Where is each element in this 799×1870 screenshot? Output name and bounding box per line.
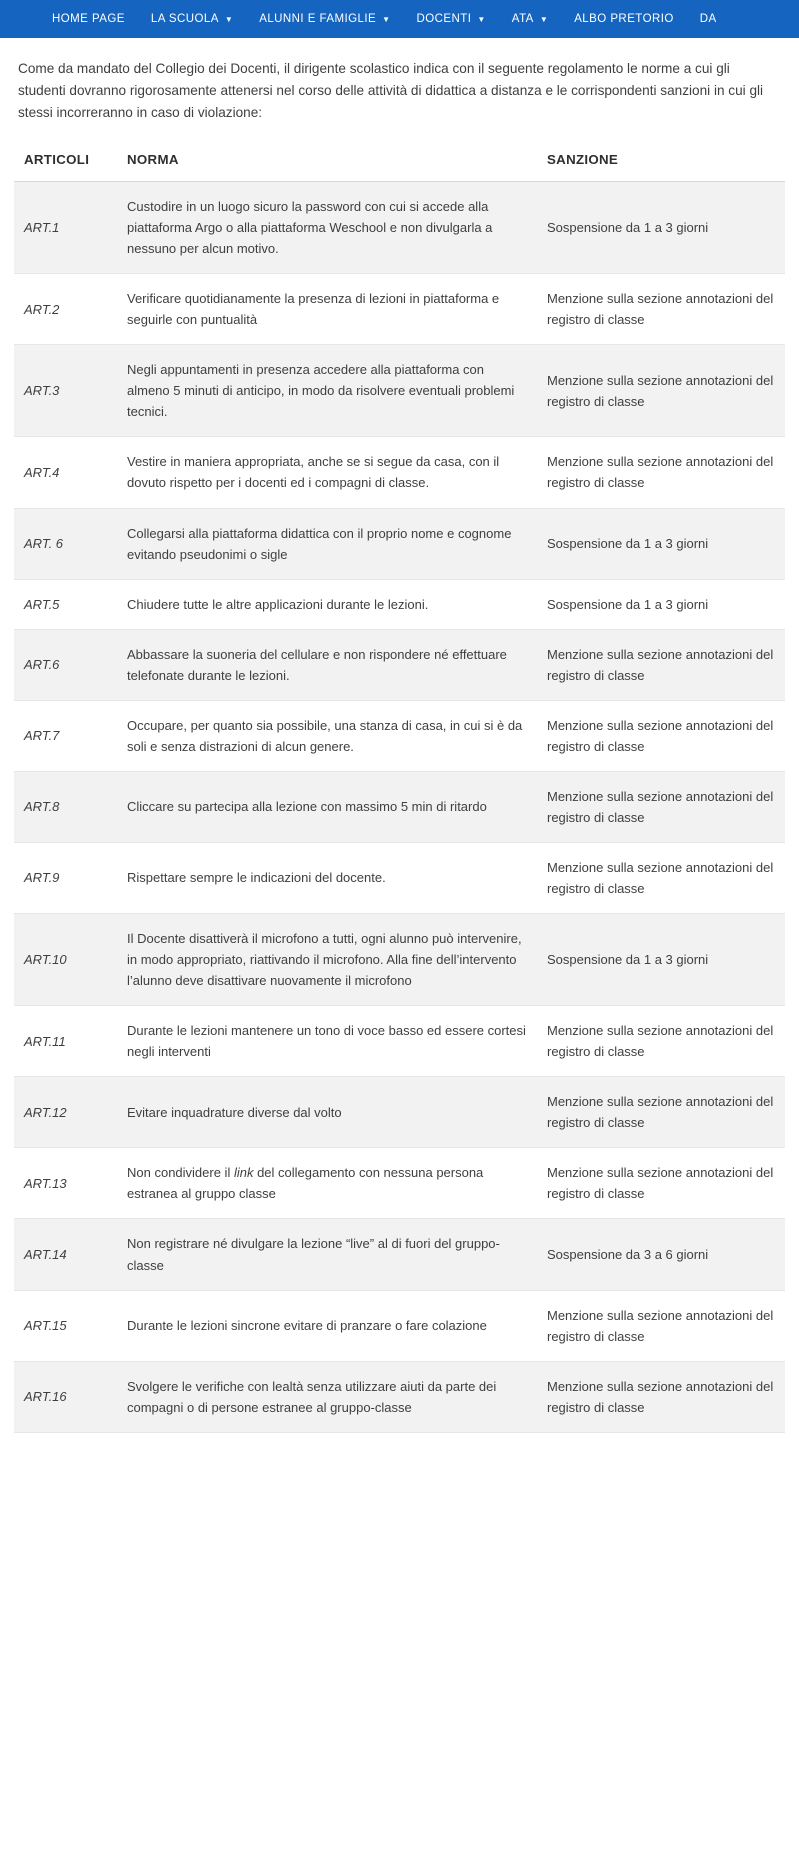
cell-articolo: ART.8 [14, 771, 117, 842]
cell-sanzione: Menzione sulla sezione annotazioni del registro di classe [537, 345, 785, 437]
cell-sanzione: Sospensione da 1 a 3 giorni [537, 914, 785, 1006]
nav-item-label: HOME PAGE [52, 13, 125, 25]
cell-articolo: ART.13 [14, 1148, 117, 1219]
cell-norma: Evitare inquadrature diverse dal volto [117, 1077, 537, 1148]
nav-item-da[interactable] [700, 13, 717, 25]
table-row [14, 1148, 785, 1219]
cell-norma: Chiudere tutte le altre applicazioni durante le lezioni. [117, 579, 537, 629]
cell-sanzione: Sospensione da 1 a 3 giorni [537, 182, 785, 274]
nav-item-la-scuola[interactable] [151, 13, 233, 25]
cell-norma: Occupare, per quanto sia possibile, una stanza di casa, in cui si è da soli e senza distrazioni di alcun genere. [117, 700, 537, 771]
nav-item-label: DOCENTI [416, 13, 472, 25]
cell-norma: Cliccare su partecipa alla lezione con massimo 5 min di ritardo [117, 771, 537, 842]
cell-norma: Non condividere il link del collegamento con nessuna persona estranea al gruppo classe [117, 1148, 537, 1219]
cell-articolo: ART.14 [14, 1219, 117, 1290]
chevron-down-icon: ▼ [382, 15, 391, 24]
table-row [14, 579, 785, 629]
cell-articolo: ART.6 [14, 629, 117, 700]
cell-articolo: ART.5 [14, 579, 117, 629]
table-row [14, 345, 785, 437]
cell-sanzione: Menzione sulla sezione annotazioni del registro di classe [537, 629, 785, 700]
cell-articolo: ART.11 [14, 1006, 117, 1077]
table-row [14, 1006, 785, 1077]
table-row [14, 1290, 785, 1361]
cell-norma: Verificare quotidianamente la presenza di lezioni in piattaforma e seguirle con puntualità [117, 274, 537, 345]
cell-sanzione: Sospensione da 1 a 3 giorni [537, 508, 785, 579]
column-header-norma: NORMA [117, 140, 537, 182]
nav-item-label: ATA [511, 13, 534, 25]
cell-norma: Custodire in un luogo sicuro la password con cui si accede alla piattaforma Argo o alla piattaforma Weschool e non divulgarla a nessuno per alcun motivo. [117, 182, 537, 274]
table-row [14, 914, 785, 1006]
table-body [14, 182, 785, 1433]
column-header-sanzione: SANZIONE [537, 140, 785, 182]
chevron-down-icon: ▼ [224, 15, 234, 24]
table-header-row [14, 140, 785, 182]
cell-articolo: ART.9 [14, 842, 117, 913]
cell-articolo: ART.10 [14, 914, 117, 1006]
cell-articolo: ART.3 [14, 345, 117, 437]
rules-table [14, 140, 785, 1433]
cell-sanzione: Menzione sulla sezione annotazioni del registro di classe [537, 1077, 785, 1148]
nav-item-docenti[interactable] [417, 13, 486, 25]
cell-sanzione: Sospensione da 3 a 6 giorni [537, 1219, 785, 1290]
cell-articolo: ART.7 [14, 700, 117, 771]
intro-paragraph: Come da mandato del Collegio dei Docenti, il dirigente scolastico indica con il seguente regolamento le norme a cui gli studenti dovranno rigorosamente attenersi nel corso delle attività di didattica a distanza e le corrispondenti sanzioni in cui gli stessi incorreranno in caso di violazione: [18, 61, 764, 121]
cell-sanzione: Sospensione da 1 a 3 giorni [537, 579, 785, 629]
nav-item-label: ALBO PRETORIO [574, 13, 674, 25]
cell-sanzione: Menzione sulla sezione annotazioni del registro di classe [537, 1148, 785, 1219]
table-row [14, 1077, 785, 1148]
cell-sanzione: Menzione sulla sezione annotazioni del registro di classe [537, 700, 785, 771]
table-row [14, 182, 785, 274]
cell-articolo: ART.15 [14, 1290, 117, 1361]
cell-sanzione: Menzione sulla sezione annotazioni del registro di classe [537, 842, 785, 913]
table-row [14, 700, 785, 771]
table-row [14, 274, 785, 345]
chevron-down-icon: ▼ [477, 15, 486, 24]
cell-sanzione: Menzione sulla sezione annotazioni del registro di classe [537, 1290, 785, 1361]
cell-articolo: ART.4 [14, 437, 117, 508]
norma-emphasis: link [233, 1165, 254, 1181]
cell-sanzione: Menzione sulla sezione annotazioni del registro di classe [537, 1361, 785, 1432]
table-row [14, 629, 785, 700]
chevron-down-icon: ▼ [539, 15, 549, 24]
table-row [14, 508, 785, 579]
cell-norma: Non registrare né divulgare la lezione “live” al di fuori del gruppo-classe [117, 1219, 537, 1290]
cell-norma: Vestire in maniera appropriata, anche se si segue da casa, con il dovuto rispetto per i docenti ed i compagni di classe. [117, 437, 537, 508]
nav-item-home-page[interactable] [52, 13, 125, 25]
table-row [14, 771, 785, 842]
nav-item-label: DA [699, 13, 717, 25]
cell-norma: Svolgere le verifiche con lealtà senza utilizzare aiuti da parte dei compagni o di persone estranee al gruppo-classe [117, 1361, 537, 1432]
page-content [0, 58, 799, 1433]
cell-norma: Durante le lezioni mantenere un tono di voce basso ed essere cortesi negli interventi [117, 1006, 537, 1077]
nav-item-label: ALUNNI E FAMIGLIE [259, 13, 377, 25]
cell-articolo: ART.12 [14, 1077, 117, 1148]
table-row [14, 437, 785, 508]
column-header-articoli: ARTICOLI [14, 140, 117, 182]
cell-sanzione: Menzione sulla sezione annotazioni del registro di classe [537, 771, 785, 842]
cell-norma: Negli appuntamenti in presenza accedere alla piattaforma con almeno 5 minuti di anticipo, in modo da risolvere eventuali problemi tecnici. [117, 345, 537, 437]
cell-articolo: ART.2 [14, 274, 117, 345]
cell-norma: Il Docente disattiverà il microfono a tutti, ogni alunno può intervenire, in modo appropriato, riattivando il microfono. Alla fine dell’intervento l’alunno deve disattivare nuovamente il microfono [117, 914, 537, 1006]
cell-norma: Abbassare la suoneria del cellulare e non rispondere né effettuare telefonate durante le lezioni. [117, 629, 537, 700]
cell-sanzione: Menzione sulla sezione annotazioni del registro di classe [537, 274, 785, 345]
cell-sanzione: Menzione sulla sezione annotazioni del registro di classe [537, 1006, 785, 1077]
cell-articolo: ART. 6 [14, 508, 117, 579]
cell-sanzione: Menzione sulla sezione annotazioni del registro di classe [537, 437, 785, 508]
cell-norma: Rispettare sempre le indicazioni del docente. [117, 842, 537, 913]
cell-norma: Collegarsi alla piattaforma didattica con il proprio nome e cognome evitando pseudonimi o sigle [117, 508, 537, 579]
nav-item-ata[interactable] [512, 13, 548, 25]
nav-item-albo-pretorio[interactable] [574, 13, 674, 25]
table-row [14, 842, 785, 913]
table-row [14, 1219, 785, 1290]
top-navigation-bar [0, 0, 799, 38]
cell-norma: Durante le lezioni sincrone evitare di pranzare o fare colazione [117, 1290, 537, 1361]
nav-item-alunni-e-famiglie[interactable] [259, 13, 390, 25]
table-header [14, 140, 785, 182]
nav-item-label: LA SCUOLA [150, 13, 219, 25]
cell-articolo: ART.1 [14, 182, 117, 274]
table-row [14, 1361, 785, 1432]
cell-articolo: ART.16 [14, 1361, 117, 1432]
